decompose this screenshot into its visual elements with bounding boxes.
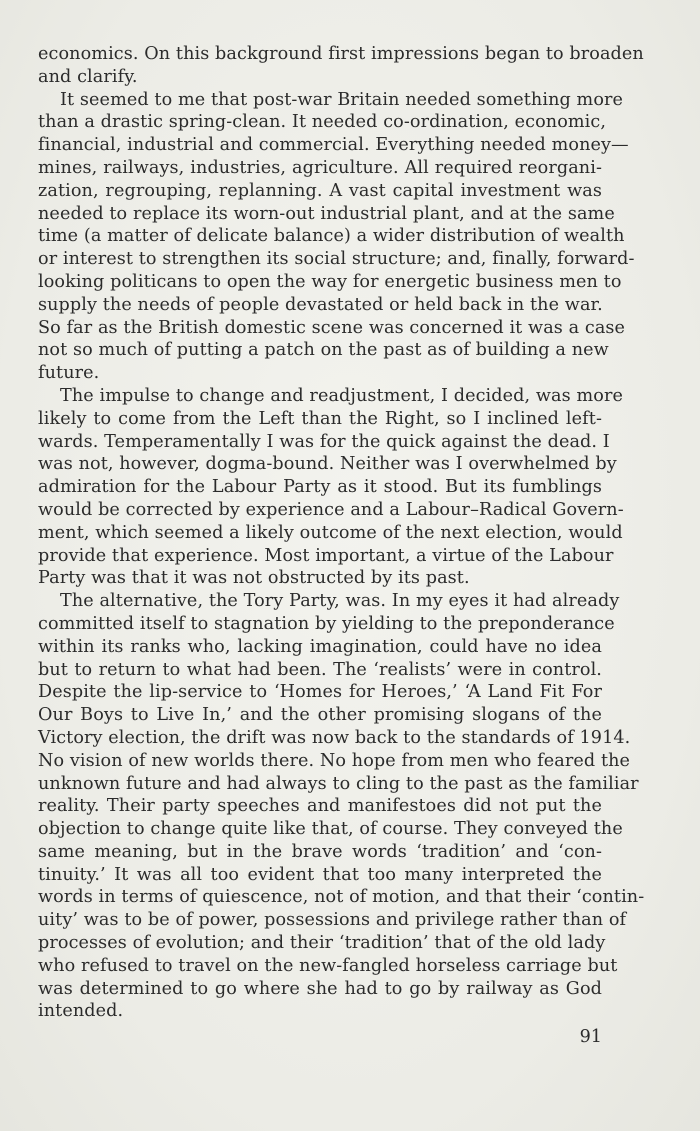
text-line: committed itself to stagnation by yielding to the preponderance: [38, 613, 615, 634]
text-line: needed to replace its worn-out industrial plant, and at the same: [38, 203, 615, 224]
text-line: would be corrected by experience and a Labour–Radical Govern-: [38, 499, 624, 520]
text-line: economics. On this background first impressions began to broaden: [38, 44, 644, 64]
text-line: or interest to strengthen its social structure; and, finally, forward-: [38, 249, 635, 270]
text-line: Our Boys to Live In,’ and the other promising slogans of the: [38, 705, 602, 726]
text-line: admiration for the Labour Party as it stood. But its fumblings: [38, 477, 602, 498]
text-line: looking politicans to open the way for energetic business men to: [38, 271, 622, 292]
text-line: Victory election, the drift was now back to the standards of 1914.: [38, 727, 631, 748]
text-line: supply the needs of people devastated or held back in the war.: [38, 294, 603, 315]
text-line: Party was that it was not obstructed by its past.: [38, 568, 470, 589]
text-line: uity’ was to be of power, possessions and privilege rather than of: [38, 910, 627, 931]
text-line: processes of evolution; and their ‘tradition’ that of the old lady: [38, 933, 606, 954]
text-line: The impulse to change and readjustment, I decided, was more: [60, 385, 623, 406]
text-line: mines, railways, industries, agriculture. All required reorgani-: [38, 157, 602, 178]
text-line: who refused to travel on the new-fangled horseless carriage but: [38, 955, 618, 976]
text-line: unknown future and had always to cling to the past as the familiar: [38, 773, 639, 794]
text-line: Despite the lip-service to ‘Homes for Heroes,’ ‘A Land Fit For: [38, 682, 602, 703]
text-line: than a drastic spring-clean. It needed co-ordination, economic,: [38, 112, 607, 133]
text-line: words in terms of quiescence, not of motion, and that their ‘contin-: [38, 887, 645, 908]
text-line: financial, industrial and commercial. Everything needed money—: [38, 135, 629, 156]
text-line: objection to change quite like that, of course. They conveyed the: [38, 819, 623, 840]
text-line: wards. Temperamentally I was for the quick against the dead. I: [38, 431, 610, 452]
text-line: likely to come from the Left than the Right, so I inclined left-: [38, 408, 602, 429]
text-line: It seemed to me that post-war Britain needed something more: [60, 89, 624, 110]
text-line: was not, however, dogma-bound. Neither was I overwhelmed by: [38, 454, 617, 475]
text-line: reality. Their party speeches and manifestoes did not put the: [38, 796, 602, 817]
text-line: zation, regrouping, replanning. A vast capital investment was: [38, 180, 602, 201]
text-line: and clarify.: [38, 66, 138, 87]
text-line: future.: [38, 363, 100, 384]
text-line: The alternative, the Tory Party, was. In my eyes it had already: [60, 591, 620, 612]
text-line: intended.: [38, 1001, 124, 1022]
text-line: provide that experience. Most important, a virtue of the Labour: [38, 545, 614, 566]
body-text: [38, 43, 645, 1023]
text-line: within its ranks who, lacking imagination, could have no idea: [38, 636, 602, 657]
text-line: same meaning, but in the brave words ‘tradition’ and ‘con-: [38, 841, 602, 862]
page-number: 91: [579, 1027, 602, 1047]
text-line: time (a matter of delicate balance) a wider distribution of wealth: [38, 226, 625, 247]
text-line: So far as the British domestic scene was concerned it was a case: [38, 317, 626, 338]
text-line: not so much of putting a patch on the past as of building a new: [38, 340, 609, 361]
text-line: ment, which seemed a likely outcome of the next election, would: [38, 522, 623, 543]
text-line: was determined to go where she had to go by railway as God: [38, 978, 602, 999]
text-line: but to return to what had been. The ‘realists’ were in control.: [38, 659, 602, 680]
text-line: tinuity.’ It was all too evident that too many interpreted the: [38, 864, 602, 885]
text-line: No vision of new worlds there. No hope from men who feared the: [38, 750, 631, 771]
